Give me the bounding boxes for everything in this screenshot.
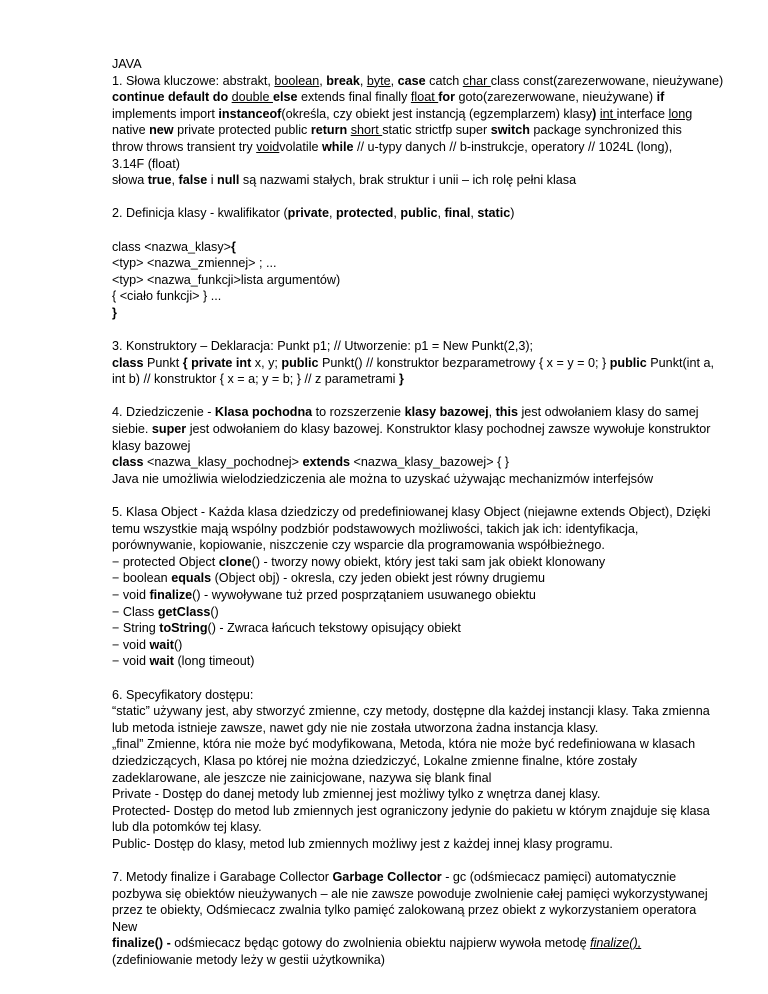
text-run: (Object obj) - okresla, czy jeden obiekt jest równy drugiemu xyxy=(211,571,545,586)
text-run: long xyxy=(668,106,693,121)
text-run: Punkt(int a, xyxy=(646,355,714,370)
text-line xyxy=(112,786,728,803)
text-run: catch xyxy=(425,73,463,88)
text-run: dziedziczących, Klasa po której nie można dziedziczyć, Lokalne zmienne finalne, które zostały xyxy=(112,753,638,768)
text-run: () - tworzy nowy obiekt, który jest taki sam jak obiekt klonowany xyxy=(251,554,606,569)
text-run: native xyxy=(112,123,150,138)
text-line xyxy=(112,687,728,704)
text-run: x, y; xyxy=(251,355,282,370)
text-line xyxy=(112,404,728,421)
list-item xyxy=(112,570,728,587)
text-run: , xyxy=(393,206,401,221)
text-run: New xyxy=(112,919,138,934)
section-keywords xyxy=(112,73,728,189)
text-run: siebie. xyxy=(112,422,152,437)
text-run: finalize xyxy=(149,588,193,602)
text-run: () - Zwraca łańcuch tekstowy opisujący obiekt xyxy=(207,621,461,636)
text-run: to rozszerzenie xyxy=(312,405,405,420)
text-run: () xyxy=(173,637,183,652)
text-line xyxy=(112,919,728,936)
text-run: , xyxy=(390,73,398,88)
text-run: package synchronized this xyxy=(529,123,682,138)
code-line xyxy=(112,272,728,289)
text-run: Punkt() // konstruktor bezparametrowy { x = y = 0; } xyxy=(318,355,610,370)
text-run: final xyxy=(444,206,471,221)
code-line xyxy=(112,305,728,322)
text-run: } xyxy=(398,372,404,387)
text-line xyxy=(112,355,728,372)
text-run: new xyxy=(149,123,174,138)
text-run: // u-typy danych // b-instrukcje, operatory // 1024L (long), xyxy=(353,139,673,154)
text-line xyxy=(112,139,728,156)
list-item xyxy=(112,604,728,621)
text-line xyxy=(112,371,728,388)
section-garbage-collector xyxy=(112,869,728,969)
text-run: extends xyxy=(302,455,351,470)
text-line xyxy=(112,935,728,952)
text-run: ) xyxy=(510,206,515,221)
text-run: private protected public xyxy=(173,123,311,138)
section-class-definition xyxy=(112,205,728,222)
text-line xyxy=(112,205,728,222)
text-line xyxy=(112,421,728,438)
text-run: jest odwołaniem klasy do samej xyxy=(517,405,699,420)
document-title: JAVA xyxy=(112,57,142,71)
text-run: goto(zarezerwowane, nieużywane) xyxy=(455,90,657,105)
code-class-template xyxy=(112,239,728,322)
text-run: { private int xyxy=(182,355,252,370)
text-run: , xyxy=(437,206,445,221)
text-run: − protected Object xyxy=(112,554,219,569)
text-run: public xyxy=(400,206,438,221)
text-run: getClass xyxy=(157,604,211,619)
text-line xyxy=(112,886,728,903)
text-run: switch xyxy=(490,123,530,138)
text-run: porównywanie, kopiowanie, niszczenie czy wsparcie dla programowania współbieżnego. xyxy=(112,538,605,553)
section-inheritance xyxy=(112,404,728,487)
text-run: , xyxy=(470,206,478,221)
text-run: 5. Klasa Object - Każda klasa dziedziczy od predefiniowanej klasy Object (niejawne extends Object), Dzięki xyxy=(112,505,711,520)
code-line xyxy=(112,288,728,305)
text-run: 7. Metody finalize i Garabage Collector xyxy=(112,870,333,885)
text-line xyxy=(112,902,728,919)
text-line xyxy=(112,521,728,538)
text-run: continue default do xyxy=(112,90,232,105)
text-run: (long timeout) xyxy=(173,654,255,669)
text-run: ) xyxy=(592,106,597,121)
text-run: “static” używany jest, aby stworzyć zmienne, czy metody, dostępne dla każdej instancji klasy. Taka zmienna xyxy=(112,704,710,719)
text-run: Garbage Collector xyxy=(332,870,442,885)
text-line xyxy=(112,172,728,189)
text-line xyxy=(112,753,728,770)
text-run: 2. Definicja klasy - kwalifikator ( xyxy=(112,206,288,221)
text-run: private xyxy=(287,206,329,221)
text-run: , xyxy=(319,73,327,88)
section-constructors xyxy=(112,338,728,388)
text-run: Protected- Dostęp do metod lub zmiennych jest ograniczony jedynie do pakietu w którym znajduje się klasa xyxy=(112,803,710,818)
text-run: case xyxy=(397,73,426,88)
text-run: Punkt xyxy=(143,355,183,370)
text-line xyxy=(112,703,728,720)
text-run: int xyxy=(599,106,617,121)
text-line xyxy=(112,803,728,820)
text-run: pozbywa się obiektów nieużywanych – ale nie zawsze powoduje zwolnienie całej pamięci wykorzystywanej xyxy=(112,886,708,901)
text-run: while xyxy=(322,139,354,154)
list-item xyxy=(112,637,728,654)
text-line xyxy=(112,106,728,123)
text-run: klasy bazowej xyxy=(112,438,191,453)
text-run: char xyxy=(462,73,491,88)
text-run: false xyxy=(178,173,208,188)
text-run: instanceof xyxy=(218,106,282,121)
text-run: 4. Dziedziczenie - xyxy=(112,405,215,420)
code-line xyxy=(112,255,728,272)
text-run: void xyxy=(256,139,280,154)
text-run: clone xyxy=(218,554,252,569)
text-run: odśmiecacz będąc gotowy do zwolnienia obiektu najpierw wywoła metodę xyxy=(174,936,591,951)
text-run: <nazwa_klasy_pochodnej> xyxy=(143,455,303,470)
text-line xyxy=(112,952,728,969)
text-run: wait xyxy=(149,654,174,669)
text-run: , xyxy=(171,173,179,188)
text-run: true xyxy=(147,173,172,188)
text-run: throw throws transient try xyxy=(112,139,257,154)
text-run: klasy bazowej xyxy=(404,405,489,420)
text-run: (zdefiniowanie metody leży w gestii użytkownika) xyxy=(112,953,385,968)
text-run: () - wywoływane tuż przed posprzątaniem usuwanego obiektu xyxy=(192,588,536,602)
code-line xyxy=(112,239,728,256)
text-run: są nazwami stałych, brak struktur i unii – ich rolę pełni klasa xyxy=(239,173,577,188)
text-line xyxy=(112,89,728,106)
text-run: } xyxy=(112,305,117,320)
text-run: finalize() - xyxy=(112,936,175,951)
section-object-class xyxy=(112,504,728,670)
text-run: jest odwołaniem do klasy bazowej. Konstruktor klasy pochodnej zawsze wywołuje konstruktor xyxy=(186,422,711,437)
text-run: − void xyxy=(112,637,150,652)
text-run: lub dla potomków tej klasy. xyxy=(112,820,262,835)
text-run: float xyxy=(410,90,439,105)
text-run: , xyxy=(359,73,367,88)
text-run: super xyxy=(151,422,187,437)
text-run: − String xyxy=(112,621,160,636)
text-run: Private - Dostęp do danej metody lub zmiennej jest możliwy tylko z wnętrza danej klasy. xyxy=(112,787,601,802)
text-line xyxy=(112,819,728,836)
text-run: − void xyxy=(112,588,150,602)
text-run: − void xyxy=(112,654,150,669)
text-run: class xyxy=(112,355,144,370)
text-run: return xyxy=(310,123,348,138)
text-run: <nazwa_klasy_bazowej> { } xyxy=(350,455,509,470)
text-run: this xyxy=(495,405,518,420)
list-item xyxy=(112,587,728,604)
text-run: else xyxy=(272,90,298,105)
text-run: temu wszystkie mają wspólny podzbiór podstawowych możliwości, takich jak ich: identyfikacja, xyxy=(112,521,639,536)
text-run: 6. Specyfikatory dostępu: xyxy=(112,687,254,702)
text-line xyxy=(112,156,728,173)
text-run: Public- Dostęp do klasy, metod lub zmiennych możliwy jest z każdej innej klasy programu. xyxy=(112,836,613,851)
text-run: słowa xyxy=(112,173,148,188)
list-item xyxy=(112,554,728,571)
text-line xyxy=(112,836,728,853)
text-run: static xyxy=(477,206,511,221)
text-line xyxy=(112,736,728,753)
text-line xyxy=(112,720,728,737)
text-run: Java nie umożliwia wielodziedziczenia ale można to uzyskać używając mechanizmów interfejsów xyxy=(112,471,654,486)
text-run: przez te obiekty, Odśmiecacz zwalnia tylko pamięć zalokowaną przez obiekt z wykorzystaniem operatora xyxy=(112,903,697,918)
text-run: finalize(), xyxy=(590,936,642,951)
text-line xyxy=(112,471,728,488)
text-run: i xyxy=(207,173,218,188)
text-run: volatile xyxy=(279,139,322,154)
text-run: 1. Słowa kluczowe: abstrakt, xyxy=(112,73,275,88)
text-run: Klasa pochodna xyxy=(214,405,313,420)
text-run: − boolean xyxy=(112,571,172,586)
text-run: class xyxy=(112,455,144,470)
text-line xyxy=(112,438,728,455)
section-access-modifiers xyxy=(112,687,728,853)
text-run: toString xyxy=(159,621,208,636)
text-run: <typ> <nazwa_zmiennej> ; ... xyxy=(112,256,277,271)
text-run: boolean xyxy=(274,73,320,88)
text-run: „final” Zmienne, która nie może być modyfikowana, Metoda, która nie może być redefiniowana w klasach xyxy=(112,737,696,752)
text-run: byte xyxy=(366,73,391,88)
text-run: , xyxy=(328,206,336,221)
text-run: public xyxy=(609,355,647,370)
text-run: 3.14F (float) xyxy=(112,156,180,171)
text-run: wait xyxy=(149,637,174,652)
text-run: lub metoda istnieje zawsze, nawet gdy nie nie została utworzona żadna instancja klasy. xyxy=(112,720,599,735)
text-run: - gc (odśmiecacz pamięci) automatycznie xyxy=(441,870,677,885)
text-run: class const(zarezerwowane, nieużywane) xyxy=(490,73,724,88)
text-run: if xyxy=(656,90,665,105)
text-line xyxy=(112,454,728,471)
text-line xyxy=(112,73,728,90)
text-run: null xyxy=(217,173,240,188)
text-run: for xyxy=(438,90,455,105)
text-run: , xyxy=(488,405,496,420)
text-line xyxy=(112,504,728,521)
text-run: () xyxy=(210,604,219,619)
text-run: interface xyxy=(616,106,669,121)
text-run: protected xyxy=(335,206,394,221)
text-run: break xyxy=(326,73,360,88)
text-run: 3. Konstruktory – Deklaracja: Punkt p1; // Utworzenie: p1 = New Punkt(2,3); xyxy=(112,339,534,354)
text-run: { xyxy=(231,239,236,254)
text-run: class <nazwa_klasy> xyxy=(112,239,232,254)
text-run: short xyxy=(350,123,383,138)
text-line xyxy=(112,869,728,886)
text-run: implements import xyxy=(112,106,219,121)
text-line xyxy=(112,770,728,787)
text-run: double xyxy=(231,90,273,105)
text-line xyxy=(112,338,728,355)
text-run: static strictfp super xyxy=(382,123,491,138)
text-run: <typ> <nazwa_funkcji>lista argumentów) xyxy=(112,272,341,287)
text-run: int b) // konstruktor { x = a; y = b; } // z parametrami xyxy=(112,372,399,387)
text-line xyxy=(112,122,728,139)
text-run: extends final finally xyxy=(297,90,411,105)
text-run: zadeklarowane, ale jeszcze nie zainicjowane, nazywa się blank final xyxy=(112,770,492,785)
list-item xyxy=(112,653,728,670)
list-item xyxy=(112,620,728,637)
text-run: { <ciało funkcji> } ... xyxy=(112,289,222,304)
text-run: equals xyxy=(171,571,212,586)
text-run: − Class xyxy=(112,604,158,619)
text-run: (określa, czy obiekt jest instancją (egzemplarzem) klasy xyxy=(281,106,593,121)
text-line xyxy=(112,537,728,554)
text-run: public xyxy=(281,355,319,370)
